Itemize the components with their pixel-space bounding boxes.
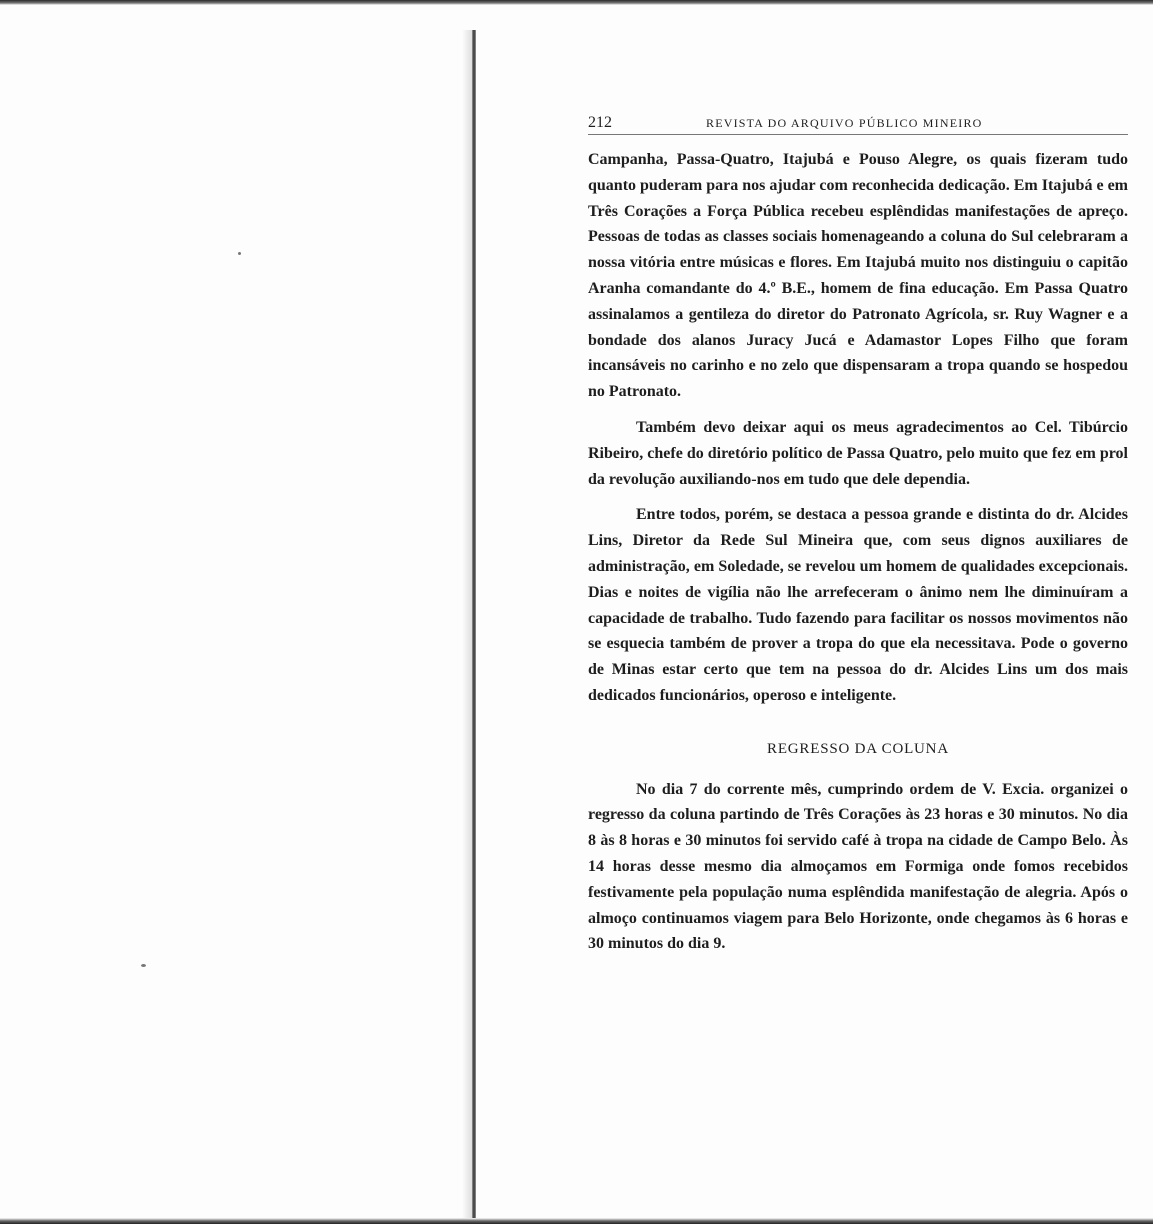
- gutter-shadow: [462, 30, 472, 1220]
- page-number: 212: [588, 114, 612, 131]
- body-text: [588, 147, 1128, 957]
- gutter-line: [472, 30, 476, 1220]
- dust-speck: [141, 964, 146, 967]
- paragraph: Campanha, Passa-Quatro, Itajubá e Pouso Alegre, os quais fizeram tudo quanto puderam para nos ajudar com reconhecida dedicação. Em Itajubá e em Três Corações a Força Pública recebeu esplêndidas manifestações de apreço. Pessoas de todas as classes sociais homenageando a coluna do Sul celebraram a nossa vitória entre músicas e flores. Em Itajubá muito nos distinguiu o capitão Aranha comandante do 4.º B.E., homem de fina educação. Em Passa Quatro assinalamos a gentileza do diretor do Patronato Agrícola, sr. Ruy Wagner e a bondade dos alanos Juracy Jucá e Adamastor Lopes Filho que foram incansáveis no carinho e no zelo que dispensaram a tropa quando se hospedou no Patronato.: [588, 151, 1128, 401]
- journal-title: REVISTA DO ARQUIVO PÚBLICO MINEIRO: [706, 116, 983, 130]
- section-heading: REGRESSO DA COLUNA: [767, 740, 949, 757]
- paragraph: Também devo deixar aqui os meus agradecimentos ao Cel. Tibúrcio Ribeiro, chefe do diretório político de Passa Quatro, pelo muito que fez em prol da revolução auxiliando-nos em tudo que dele dependia.: [588, 418, 1128, 488]
- scan-bottom-edge: [0, 1218, 1153, 1224]
- running-head: [588, 110, 1128, 135]
- paragraph: No dia 7 do corrente mês, cumprindo ordem de V. Excia. organizei o regresso da coluna partindo de Três Corações às 23 horas e 30 minutos. No dia 8 às 8 horas e 30 minutos foi servido café à tropa na cidade de Campo Belo. Às 14 horas desse mesmo dia almoçamos em Formiga onde fomos recebidos festivamente pela população numa esplêndida manifestação de alegria. Após o almoço continuamos viagem para Belo Horizonte, onde chegamos às 6 horas e 30 minutos do dia 9.: [588, 780, 1128, 953]
- paragraph: Entre todos, porém, se destaca a pessoa grande e distinta do dr. Alcides Lins, Diretor da Rede Sul Mineira que, com seus dignos auxiliares de administração, em Soledade, se revelou um homem de qualidades excepcionais. Dias e noites de vigília não lhe arrefeceram o ânimo nem lhe diminuíram a capacidade de trabalho. Tudo fazendo para facilitar os nossos movimentos não se esquecia também de prover a tropa do que ela necessitava. Pode o governo de Minas estar certo que tem na pessoa do dr. Alcides Lins um dos mais dedicados funcionários, operoso e inteligente.: [588, 506, 1128, 704]
- book-gutter: [462, 30, 484, 1220]
- right-page: [588, 110, 1128, 957]
- scan-top-edge: [0, 0, 1153, 5]
- dust-speck: [238, 252, 241, 255]
